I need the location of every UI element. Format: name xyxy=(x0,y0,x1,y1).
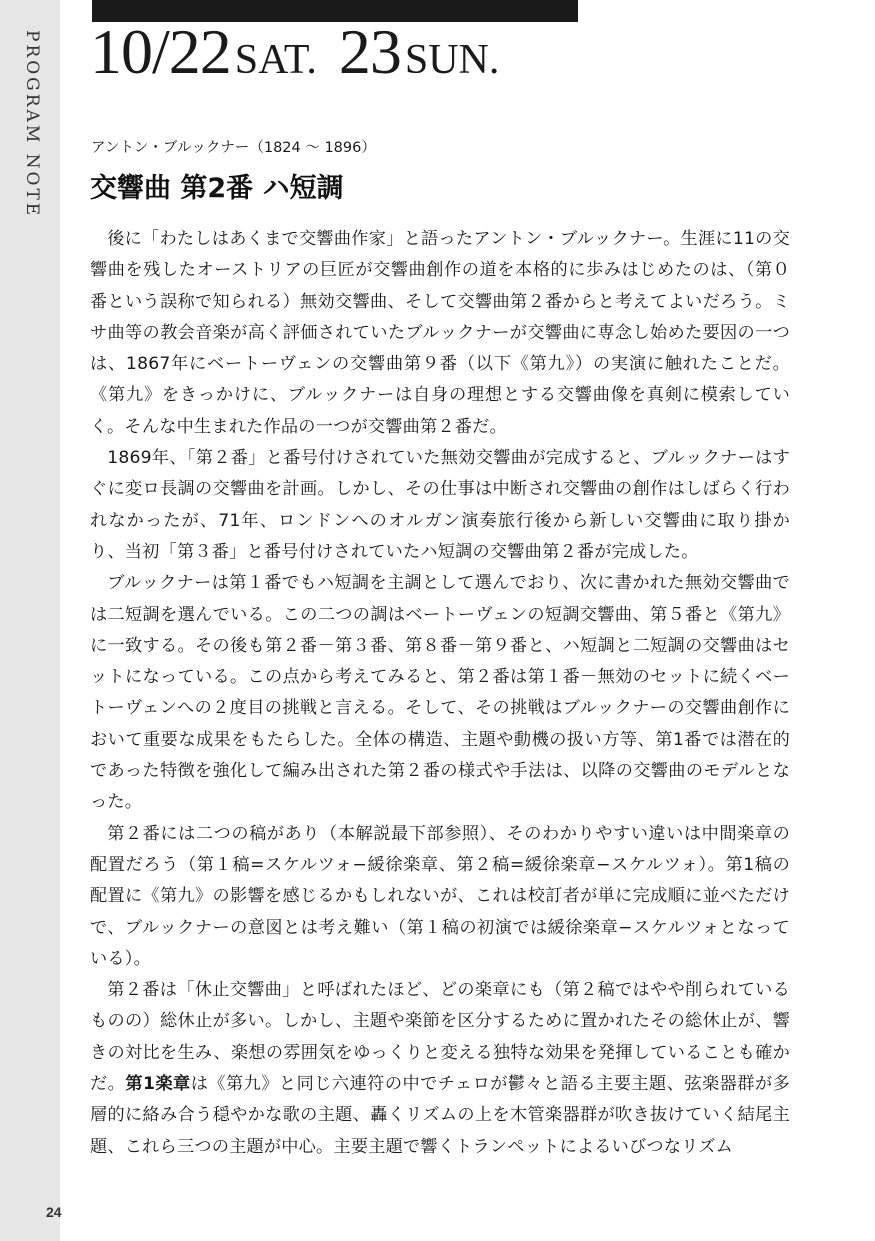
section-label: PROGRAM NOTE xyxy=(22,30,42,219)
paragraph: 1869年、「第２番」と番号付けされていた無効交響曲が完成すると、ブルックナーはすぐに変ロ長調の交響曲を計画。しかし、その仕事は中断され交響曲の創作はしばらく行われなかったが、71年、ロンドンへのオルガン演奏旅行後から新しい交響曲に取り掛かり、当初「第３番」と番号付けされていたハ短調の交響曲第２番が完成した。 xyxy=(90,448,790,562)
program-note-body xyxy=(90,224,790,1163)
paragraph: 後に「わたしはあくまで交響曲作家」と語ったアントン・ブルックナー。生涯に11の交響曲を残したオーストリアの巨匠が交響曲創作の道を本格的に歩みはじめたのは、（第０番という誤称で知られる）無効交響曲、そして交響曲第２番からと考えてよいだろう。ミサ曲等の教会音楽が高く評価されていたブルックナーが交響曲に専念し始めた要因の一つは、1867年にベートーヴェンの交響曲第９番（以下《第九》）の実演に触れたことだ。《第九》をきっかけに、ブルックナーは自身の理想とする交響曲像を真剣に模索していく。そんな中生まれた作品の一つが交響曲第２番だ。 xyxy=(90,229,790,437)
day-first: SAT. xyxy=(234,37,317,83)
movement-heading: 第1楽章 xyxy=(125,1074,191,1095)
paragraph: ブルックナーは第１番でもハ短調を主調として選んでおり、次に書かれた無効交響曲では二短調を選んでいる。この二つの調はベートーヴェンの短調交響曲、第５番と《第九》に一致する。その後も第２番－第３番、第８番－第９番と、ハ短調と二短調の交響曲はセットになっている。この点から考えてみると、第２番は第１番－無効のセットに続くベートーヴェンへの２度目の挑戦と言える。そして、その挑戦はブルックナーの交響曲創作において重要な成果をもたらした。全体の構造、主題や動機の扱い方等、第1番では潜在的であった特徴を強化して編み出された第２番の様式や手法は、以降の交響曲のモデルとなった。 xyxy=(90,573,790,813)
side-strip xyxy=(0,0,60,1241)
date-first: 10/22 xyxy=(90,16,231,87)
work-title: 交響曲 第2番 ハ短調 xyxy=(90,173,344,204)
paragraph: 第２番には二つの稿があり（本解説最下部参照）、そのわかりやすい違いは中間楽章の配置だろう（第１稿=スケルツォ−緩徐楽章、第２稿=緩徐楽章−スケルツォ）。第1稿の配置に《第九》の影響を感じるかもしれないが、これは校訂者が単に完成順に並べただけで、ブルックナーの意図とは考え難い（第１稿の初演では緩徐楽章−スケルツォとなっている）。 xyxy=(90,823,790,969)
composer-name: アントン・ブルックナー（1824 〜 1896） xyxy=(91,140,376,156)
paragraph-text: 第２番は「休止交響曲」と呼ばれたほど、どの楽章にも（第２稿ではやや削られているものの）総休止が多い。しかし、主題や楽節を区分するために置かれたその総休止が、響きの対比を生み、楽想の雰囲気をゆっくりと変える独特な効果を発揮していることも確かだ。 xyxy=(90,980,790,1095)
date-second: 23 xyxy=(338,16,401,87)
page-number: 24 xyxy=(46,1204,62,1220)
paragraph-text: は《第九》と同じ六連符の中でチェロが鬱々と語る主要主題、弦楽器群が多層的に絡み合う穏やかな歌の主題、轟くリズムの上を木管楽器群が吹き抜けていく結尾主題、これら三つの主題が中心。主要主題で響くトランペットによるいびつなリズム xyxy=(90,1074,790,1157)
paragraph xyxy=(90,975,790,1163)
concert-dates xyxy=(90,16,500,87)
day-second: SUN. xyxy=(404,37,500,83)
